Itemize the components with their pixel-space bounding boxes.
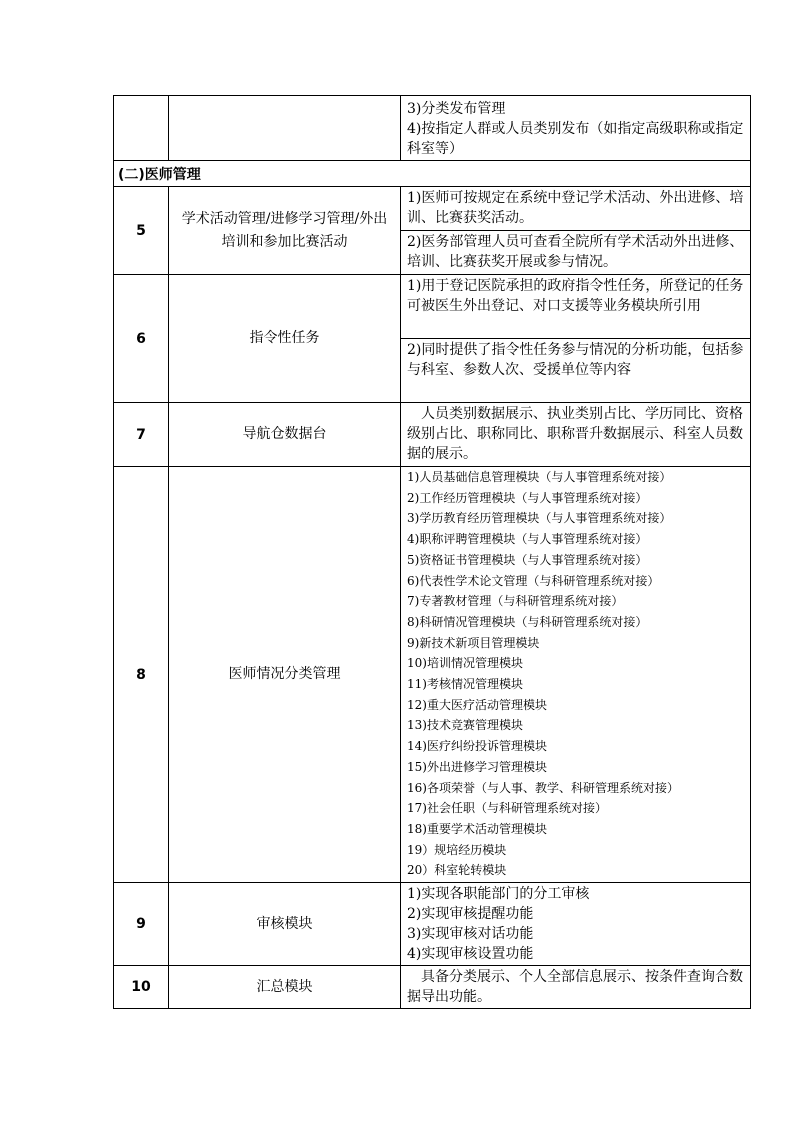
table-row — [114, 966, 751, 1009]
desc-cell: 具备分类展示、个人全部信息展示、按条件查询合数据导出功能。 — [401, 966, 751, 1009]
list-item: 15)外出进修学习管理模块 — [407, 759, 547, 774]
list-item: 10)培训情况管理模块 — [407, 656, 523, 671]
desc-cell — [401, 883, 751, 966]
num-cell — [114, 96, 169, 161]
list-item: 2)实现审核提醒功能 — [407, 906, 534, 923]
list-item: 18)重要学术活动管理模块 — [407, 821, 547, 836]
list-item: 9)新技术新项目管理模块 — [407, 635, 540, 650]
row-name: 医师情况分类管理 — [169, 467, 401, 883]
list-item: 3)分类发布管理 — [407, 101, 506, 117]
list-item: 3)学历教育经历管理模块（与人事管理系统对接） — [407, 511, 672, 526]
list-item: 4)实现审核设置功能 — [407, 946, 534, 963]
table-row — [114, 467, 751, 883]
row-number: 8 — [114, 467, 169, 883]
table-row — [114, 96, 751, 161]
desc-cell: 人员类别数据展示、执业类别占比、学历同比、资格级别占比、职称同比、职称晋升数据展示、科室人员数据的展示。 — [401, 403, 751, 467]
row-name: 审核模块 — [169, 883, 401, 966]
table-row — [114, 883, 751, 966]
list-item: 14)医疗纠纷投诉管理模块 — [407, 739, 547, 754]
name-cell — [169, 96, 401, 161]
desc-cell: 2)医务部管理人员可查看全院所有学术活动外出进修、培训、比赛获奖开展或参与情况。 — [401, 231, 751, 275]
row-number: 5 — [114, 187, 169, 275]
list-item: 6)代表性学术论文管理（与科研管理系统对接） — [407, 573, 660, 588]
list-item: 7)专著教材管理（与科研管理系统对接） — [407, 594, 624, 609]
desc-cell: 1)用于登记医院承担的政府指令性任务，所登记的任务可被医生外出登记、对口支援等业务模块所引用 — [401, 275, 751, 339]
row-number: 7 — [114, 403, 169, 467]
desc-cell: 2)同时提供了指令性任务参与情况的分析功能，包括参与科室、参数人次、受援单位等内容 — [401, 339, 751, 403]
list-item: 17)社会任职（与科研管理系统对接） — [407, 801, 607, 816]
row-number: 9 — [114, 883, 169, 966]
row-name: 汇总模块 — [169, 966, 401, 1009]
list-item: 13)技术竞赛管理模块 — [407, 718, 523, 733]
section-row — [114, 161, 751, 187]
list-item: 8)科研情况管理模块（与科研管理系统对接） — [407, 614, 648, 629]
list-item: 20）科室轮转模块 — [407, 863, 507, 878]
row-name: 指令性任务 — [169, 275, 401, 403]
row-name: 导航仓数据台 — [169, 403, 401, 467]
row-name: 学术活动管理/进修学习管理/外出培训和参加比赛活动 — [169, 187, 401, 275]
list-item: 11)考核情况管理模块 — [407, 677, 523, 692]
table-row — [114, 187, 751, 231]
row-number: 10 — [114, 966, 169, 1009]
list-item: 1)人员基础信息管理模块（与人事管理系统对接） — [407, 470, 672, 484]
desc-cell — [401, 96, 751, 161]
list-item: 16)各项荣誉（与人事、教学、科研管理系统对接） — [407, 780, 679, 795]
list-item: 4)职称评聘管理模块（与人事管理系统对接） — [407, 532, 648, 547]
list-item: 1)实现各职能部门的分工审核 — [407, 886, 590, 903]
section-title: (二)医师管理 — [114, 161, 751, 187]
list-item: 12)重大医疗活动管理模块 — [407, 697, 547, 712]
list-item: 19）规培经历模块 — [407, 842, 507, 857]
list-item: 5)资格证书管理模块（与人事管理系统对接） — [407, 552, 648, 567]
list-item: 4)按指定人群或人员类别发布（如指定高级职称或指定科室等） — [407, 121, 744, 157]
list-item: 2)工作经历管理模块（与人事管理系统对接） — [407, 490, 648, 505]
module-list — [401, 467, 751, 883]
row-number: 6 — [114, 275, 169, 403]
list-item: 3)实现审核对话功能 — [407, 926, 534, 943]
table-row — [114, 275, 751, 339]
desc-cell: 1)医师可按规定在系统中登记学术活动、外出进修、培训、比赛获奖活动。 — [401, 187, 751, 231]
table-row — [114, 403, 751, 467]
requirements-table — [113, 95, 751, 1009]
